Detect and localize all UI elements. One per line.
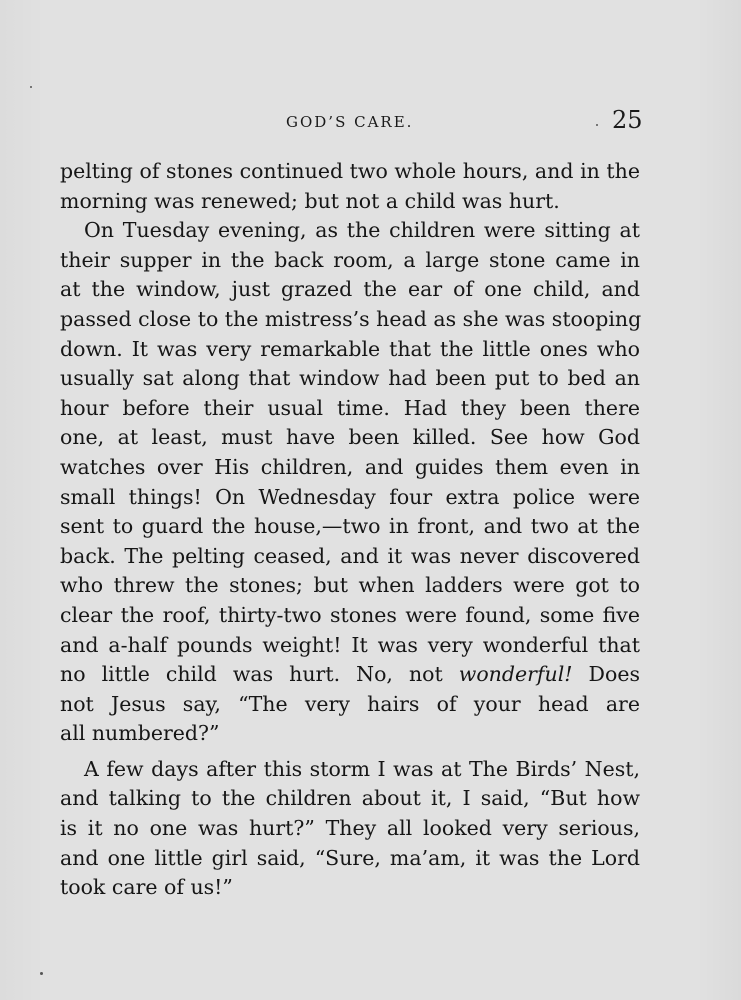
text-line: clear the roof, thirty-two stones were found, some five — [60, 602, 640, 627]
text-segment: no little child was hurt. No, not — [60, 662, 443, 687]
text-line: down. It was very remarkable that the little ones who — [60, 336, 640, 361]
text-line: back. The pelting ceased, and it was never discovered — [60, 543, 640, 568]
text-line: morning was renewed; but not a child was hurt. — [60, 188, 560, 213]
text-line: all numbered?” — [60, 721, 220, 746]
text-line: usually sat along that window had been put to bed an — [60, 366, 640, 391]
text-line — [60, 660, 640, 690]
text-line: at the window, just grazed the ear of one child, and — [60, 277, 640, 302]
paper-speck — [40, 972, 43, 975]
text-line: passed close to the mistress’s head as she was stooping — [60, 306, 642, 331]
text-line: sent to guard the house,—two in front, and two at the — [60, 514, 640, 539]
text-line: small things! On Wednesday four extra police were — [60, 484, 640, 509]
text-line: their supper in the back room, a large stone came in — [60, 247, 640, 272]
text-line: not Jesus say, “The very hairs of your head are — [60, 691, 640, 716]
running-title: GOD’S CARE. — [286, 113, 414, 131]
text-line: A few days after this storm I was at The Birds’ Nest, — [84, 756, 640, 781]
text-line: one, at least, must have been killed. See how God — [60, 425, 640, 450]
text-line: hour before their usual time. Had they been there — [60, 395, 640, 420]
paper-speck — [30, 86, 32, 88]
body-text — [60, 157, 640, 903]
italic-text: wonderful! — [458, 662, 573, 687]
paper-speck — [596, 124, 598, 126]
text-line: and a-half pounds weight! It was very wonderful that — [60, 632, 640, 657]
text-line: watches over His children, and guides them even in — [60, 454, 640, 479]
text-line: On Tuesday evening, as the children were sitting at — [84, 218, 640, 243]
text-line: who threw the stones; but when ladders were got to — [60, 573, 640, 598]
text-line: took care of us!” — [60, 875, 233, 900]
text-line: is it no one was hurt?” They all looked very serious, — [60, 816, 640, 841]
text-line: and talking to the children about it, I said, “But how — [60, 786, 640, 811]
text-line: pelting of stones continued two whole hours, and in the — [60, 159, 640, 183]
text-line: and one little girl said, “Sure, ma’am, it was the Lord — [60, 845, 640, 870]
text-segment: Does — [588, 662, 640, 687]
page-number: 25 — [612, 106, 643, 134]
